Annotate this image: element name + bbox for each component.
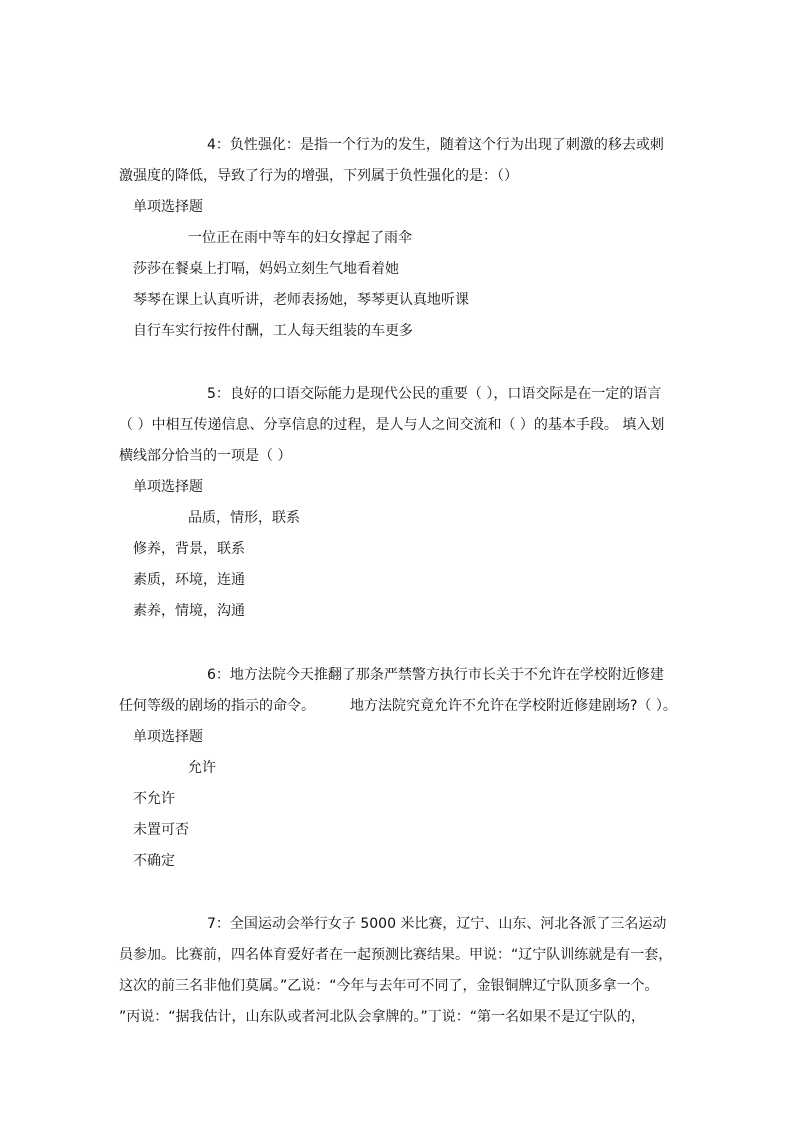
question-text-line: 员参加。比赛前，四名体育爱好者在一起预测比赛结果。甲说：“辽宁队训练就是有一套， — [119, 947, 673, 963]
answer-option: 未置可否 — [133, 822, 189, 838]
question-text-line: 激强度的降低，导致了行为的增强，下列属于负性强化的是：（） — [119, 168, 518, 184]
answer-option: 素质，环境，连通 — [133, 572, 245, 588]
question-type-label: 单项选择题 — [133, 479, 203, 495]
answer-option: 一位正在雨中等车的妇女撑起了雨伞 — [188, 230, 412, 246]
question-type-label: 单项选择题 — [133, 729, 203, 745]
answer-option: 品质，情形，联系 — [188, 510, 300, 526]
question-4 — [119, 130, 679, 347]
question-5 — [119, 379, 679, 627]
answer-option: 莎莎在餐桌上打嗝，妈妈立刻生气地看着她 — [133, 261, 399, 277]
answer-option: 不允许 — [133, 791, 175, 807]
answer-option: 不确定 — [133, 853, 175, 869]
answer-option: 自行车实行按件付酬，工人每天组装的车更多 — [133, 323, 413, 339]
question-6 — [119, 660, 679, 877]
question-text-line: 任何等级的剧场的指示的命令。 地方法院究竟允许不允许在学校附近修建剧场?（ ）。 — [119, 698, 677, 714]
answer-option: 允许 — [188, 760, 216, 776]
question-text-line: （ ）中相互传递信息、分享信息的过程，是人与人之间交流和（ ）的基本手段。 填入划 — [119, 417, 665, 433]
question-text-line: 横线部分恰当的一项是（ ） — [119, 448, 292, 464]
question-type-label: 单项选择题 — [133, 199, 203, 215]
question-text-line: 7：全国运动会举行女子 5000 米比赛，辽宁、山东、河北各派了三名运动 — [207, 916, 667, 932]
question-text-line: 4：负性强化：是指一个行为的发生，随着这个行为出现了刺激的移去或刺 — [207, 137, 664, 153]
answer-option: 素养，情境，沟通 — [133, 603, 245, 619]
question-7 — [119, 909, 679, 1033]
question-text-line: 这次的前三名非他们莫属。”乙说：“今年与去年可不同了，金银铜牌辽宁队顶多拿一个。 — [119, 978, 659, 994]
answer-option: 修养，背景，联系 — [133, 541, 245, 557]
question-text-line: ”丙说：“据我估计，山东队或者河北队会拿牌的。”丁说：“第一名如果不是辽宁队的， — [119, 1009, 646, 1025]
question-text-line: 5：良好的口语交际能力是现代公民的重要（ ），口语交际是在一定的语言 — [207, 386, 662, 402]
question-text-line: 6：地方法院今天推翻了那条严禁警方执行市长关于不允许在学校附近修建 — [207, 667, 664, 683]
answer-option: 琴琴在课上认真听讲，老师表扬她，琴琴更认真地听课 — [133, 292, 469, 308]
